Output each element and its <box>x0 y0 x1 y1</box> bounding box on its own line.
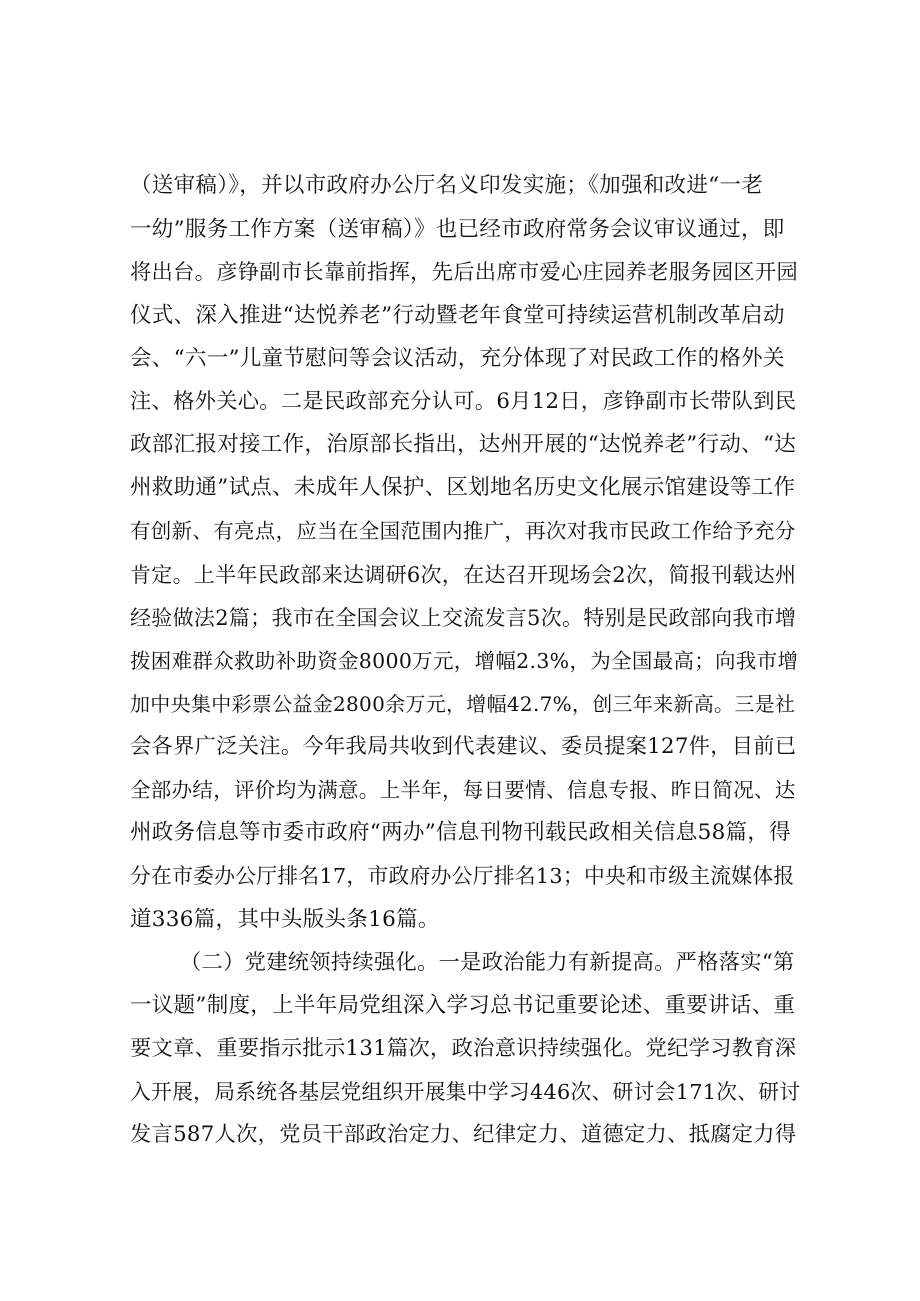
section-heading-line: （二）党建统领持续强化。一是政治能力有新提高。严格落实“第 <box>180 950 795 975</box>
paragraph-line: 一幼”服务工作方案（送审稿）》也已经市政府常务会议审议通过，即 <box>130 217 785 242</box>
paragraph-line: 会、“六一”儿童节慰问等会议活动，充分体现了对民政工作的格外关 <box>130 346 785 371</box>
paragraph-line: 一议题”制度，上半年局党组深入学习总书记重要论述、重要讲话、重 <box>130 993 796 1018</box>
paragraph-line: 注、格外关心。二是民政部充分认可。6月12日，彦铮副市长带队到民 <box>130 389 797 414</box>
paragraph-line: 肯定。上半年民政部来达调研6次，在达召开现场会2次，简报刊载达州 <box>130 563 797 587</box>
paragraph-line: 经验做法2篇；我市在全国会议上交流发言5次。特别是民政部向我市增 <box>130 606 797 630</box>
paragraph-line: 加中央集中彩票公益金2800余万元，增幅42.7%，创三年来新高。三是社 <box>130 692 796 716</box>
paragraph-line: （送审稿）》，并以市政府办公厅名义印发实施；《加强和改进“一老 <box>130 173 764 198</box>
paragraph-line: 分在市委办公厅排名17，市政府办公厅排名13；中央和市级主流媒体报 <box>130 864 795 888</box>
paragraph-line: 州政务信息等市委市政府“两办”信息刊物刊载民政相关信息58篇，得 <box>130 820 791 845</box>
paragraph-line: 发言587人次，党员干部政治定力、纪律定力、道德定力、抵腐定力得 <box>130 1122 797 1147</box>
paragraph-line: 拨困难群众救助补助资金8000万元，增幅2.3%，为全国最高；向我市增 <box>130 649 799 673</box>
paragraph-line: 州救助通”试点、未成年人保护、区划地名历史文化展示馆建设等工作 <box>130 475 796 500</box>
paragraph-line: 入开展，局系统各基层党组织开展集中学习446次、研讨会171次、研讨 <box>130 1080 801 1104</box>
paragraph-line: 仪式、深入推进“达悦养老”行动暨老年食堂可持续运营机制改革启动 <box>130 303 785 328</box>
paragraph-line: 道336篇，其中头版头条16篇。 <box>130 907 440 932</box>
paragraph-line: 有创新、有亮点，应当在全国范围内推广，再次对我市民政工作给予充分 <box>130 519 796 543</box>
paragraph-line: 政部汇报对接工作，治原部长指出，达州开展的“达悦养老”行动、“达 <box>130 432 797 457</box>
paragraph-line: 全部办结，评价均为满意。上半年，每日要情、信息专报、昨日简况、达 <box>130 778 796 802</box>
paragraph-line: 将出台。彦铮副市长靠前指挥，先后出席市爱心庄园养老服务园区开园 <box>130 260 799 285</box>
paragraph-line: 会各界广泛关注。今年我局共收到代表建议、委员提案127件，目前已 <box>130 734 797 759</box>
paragraph-line: 要文章、重要指示批示131篇次，政治意识持续强化。党纪学习教育深 <box>130 1036 797 1061</box>
